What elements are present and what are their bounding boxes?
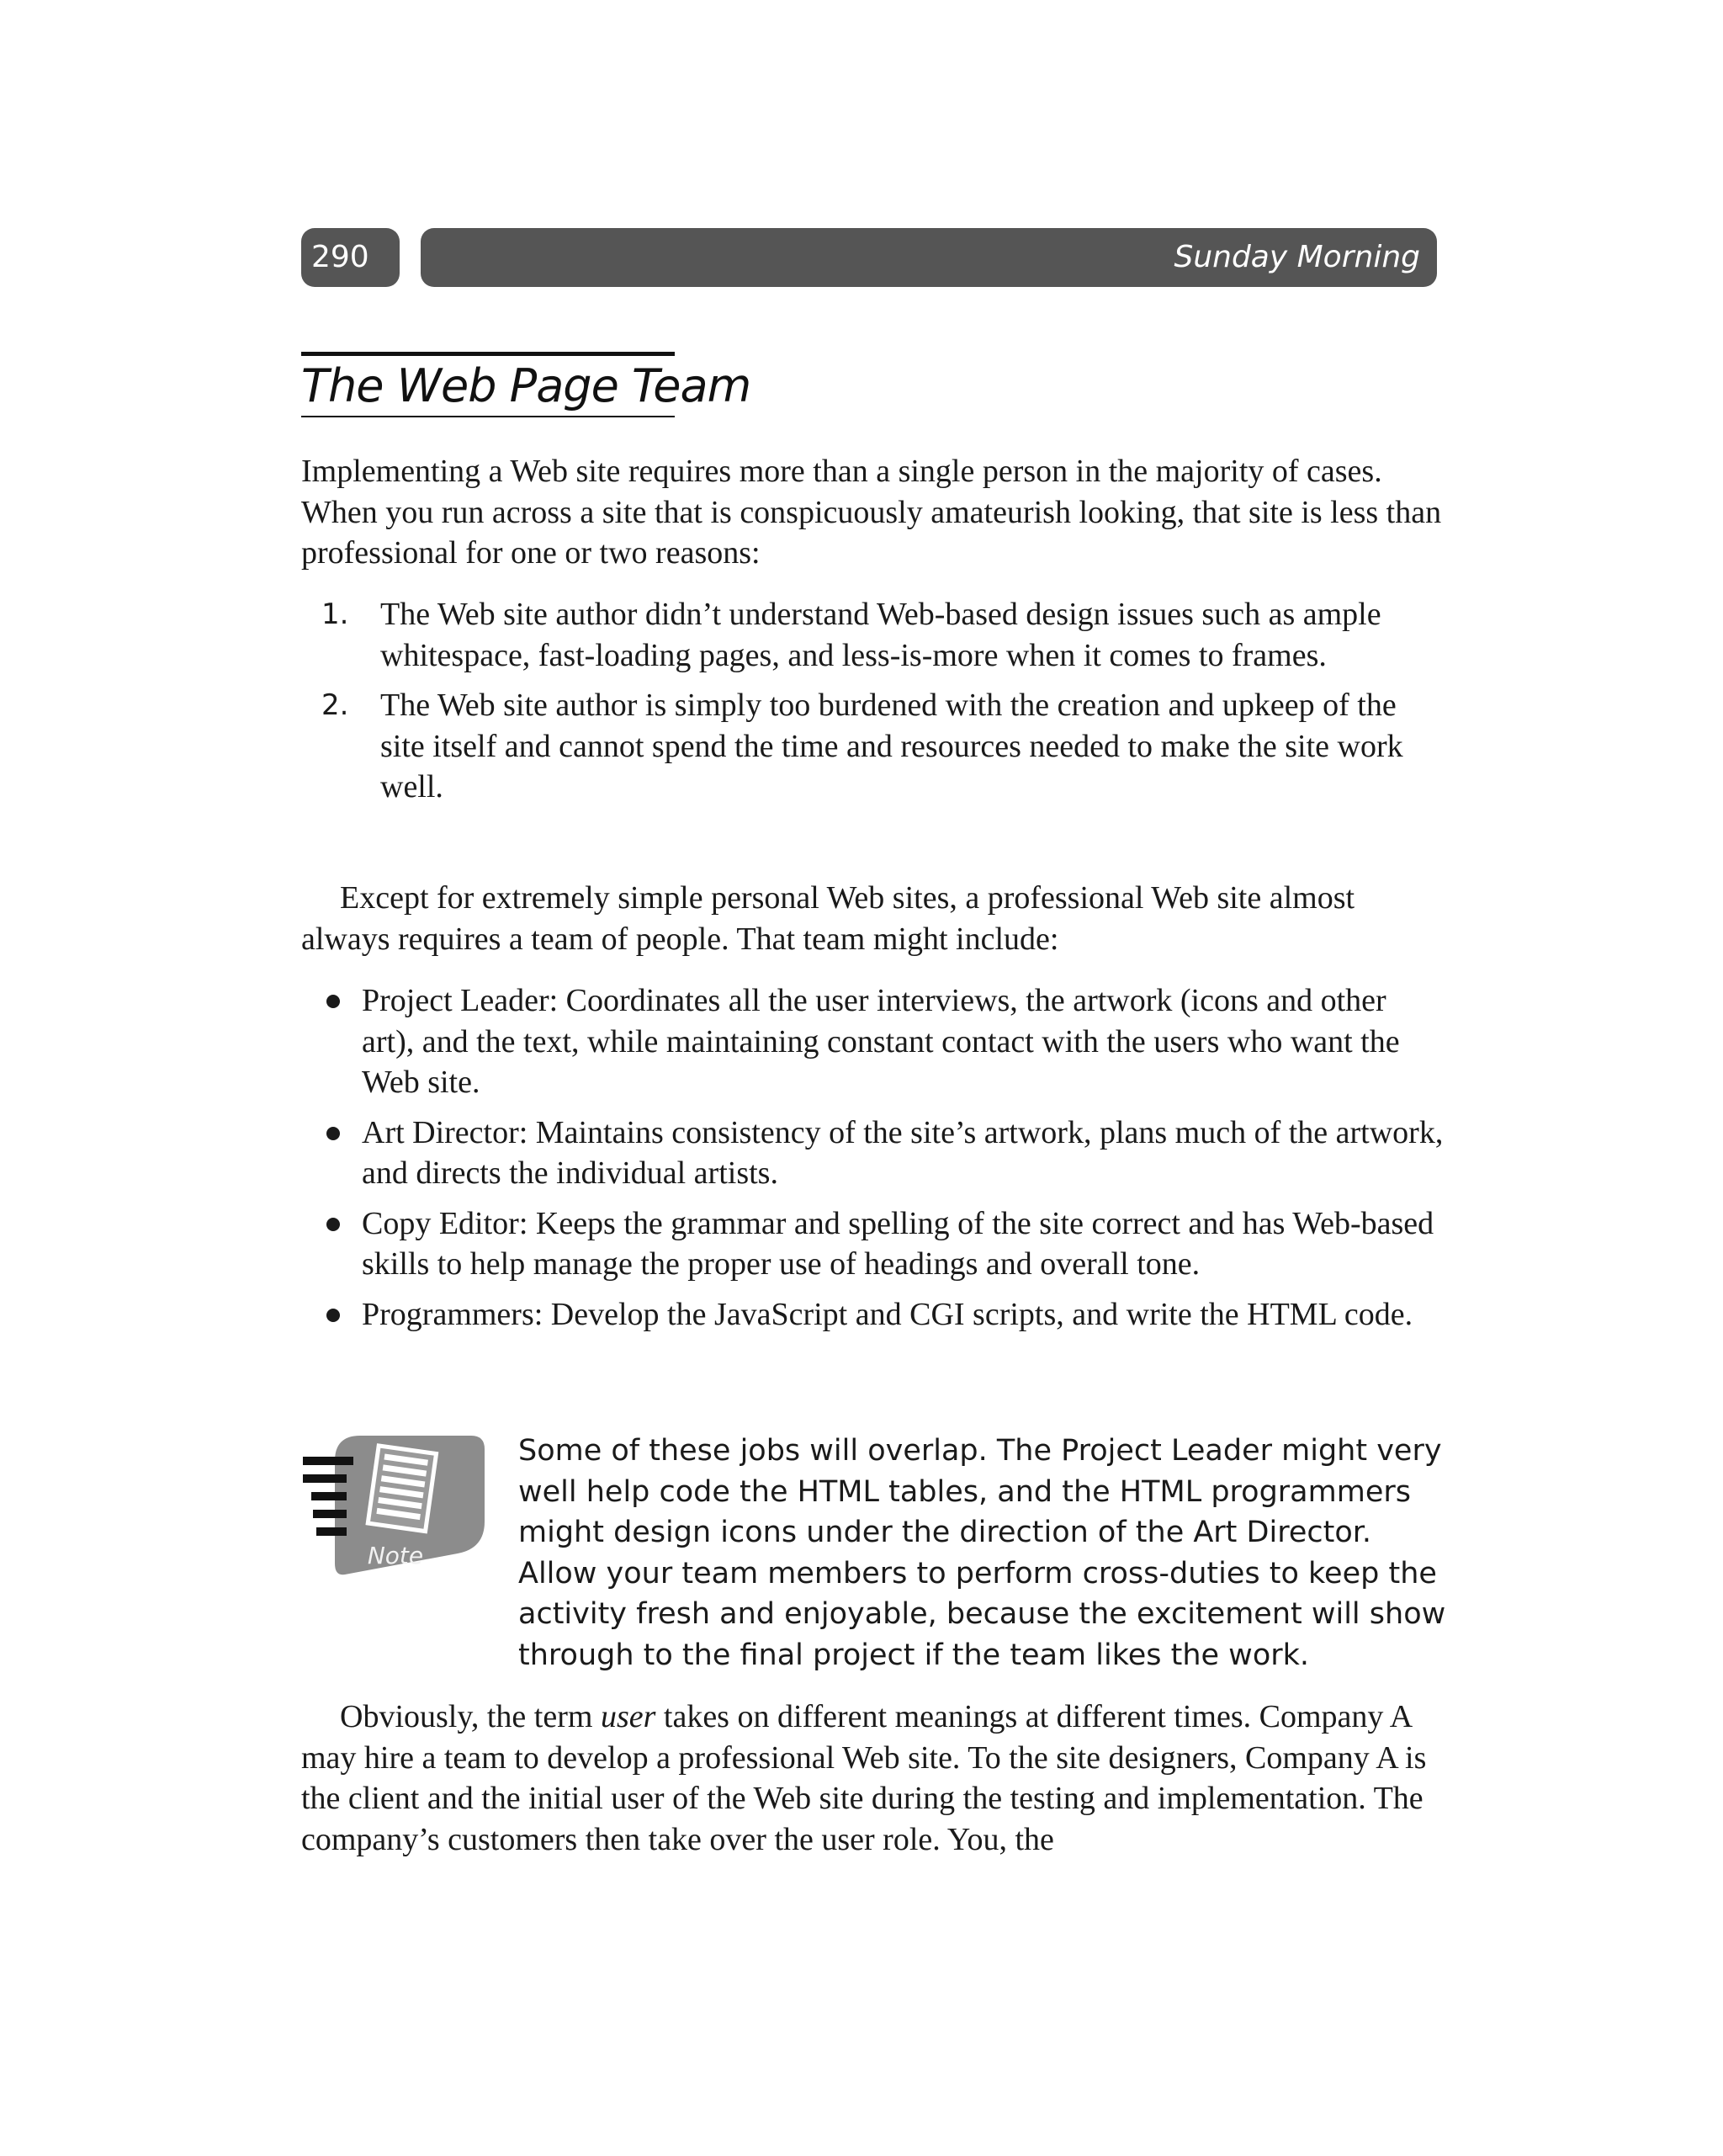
- closing-paragraph: [301, 1697, 1447, 1860]
- list-item-number: 2.: [321, 688, 349, 722]
- team-roles-list: [301, 980, 1445, 1344]
- list-item: [301, 594, 1445, 676]
- emphasized-term: user: [600, 1699, 656, 1734]
- section-heading: The Web Page Team: [301, 359, 751, 412]
- list-item: [301, 1113, 1445, 1194]
- closing-text-end: takes on different meanings at different times. Company A may hire a team to develop a professional Web site. To the site designers, Company A is the client and the initial user of the Web site during the testing and implementation. The company’s customers then take over the user role. You, the: [301, 1699, 1427, 1857]
- heading-rule-bottom: [301, 416, 675, 417]
- page-number: 290: [301, 228, 400, 287]
- team-paragraph: Except for extremely simple personal Web sites, a professional Web site almost always requires a team of people. That team might include:: [301, 880, 1355, 957]
- running-header: Sunday Morning: [421, 228, 1437, 287]
- bullet-icon: [326, 1127, 340, 1140]
- bullet-icon: [326, 1218, 340, 1231]
- reasons-list: [301, 594, 1445, 817]
- list-item: [301, 980, 1445, 1103]
- list-item-text: Art Director: Maintains consistency of the site’s artwork, plans much of the artwork, and directs the individual artists.: [362, 1114, 1444, 1191]
- list-item-number: 1.: [321, 597, 349, 631]
- list-item-text: The Web site author didn’t understand Web-based design issues such as ample whitespace, fast-loading pages, and less-is-more when it comes to frames.: [380, 597, 1381, 673]
- note-document-icon: [301, 1436, 486, 1579]
- intro-paragraph: Implementing a Web site requires more than a single person in the majority of cases. When you run across a site that is conspicuously amateurish looking, that site is less than professional for one or two reasons:: [301, 454, 1442, 571]
- list-item-text: Project Leader: Coordinates all the user interviews, the artwork (icons and other art), and the text, while maintaining constant contact with the users who want the Web site.: [362, 983, 1400, 1100]
- note-text: Some of these jobs will overlap. The Project Leader might very well help code the HTML tables, and the HTML programmers might design icons under the direction of the Art Director. Allow your team members to perform cross-duties to keep the activity fresh and enjoyable, because the excitement will show through to the final project if the team likes the work.: [518, 1434, 1446, 1672]
- closing-text-start: Obviously, the term: [340, 1699, 601, 1734]
- list-item: [301, 1203, 1445, 1285]
- note-icon-label: Note: [367, 1542, 424, 1569]
- heading-rule-top: [301, 352, 675, 356]
- bullet-icon: [326, 995, 340, 1008]
- list-item: [301, 1294, 1445, 1336]
- list-item-text: The Web site author is simply too burdened with the creation and upkeep of the site itself and cannot spend the time and resources needed to make the site work well.: [380, 688, 1403, 805]
- list-item-text: Programmers: Develop the JavaScript and CGI scripts, and write the HTML code.: [362, 1296, 1413, 1332]
- list-item-text: Copy Editor: Keeps the grammar and spelling of the site correct and has Web-based skills to help manage the proper use of headings and overall tone.: [362, 1205, 1434, 1282]
- list-item: [301, 685, 1445, 808]
- bullet-icon: [326, 1309, 340, 1322]
